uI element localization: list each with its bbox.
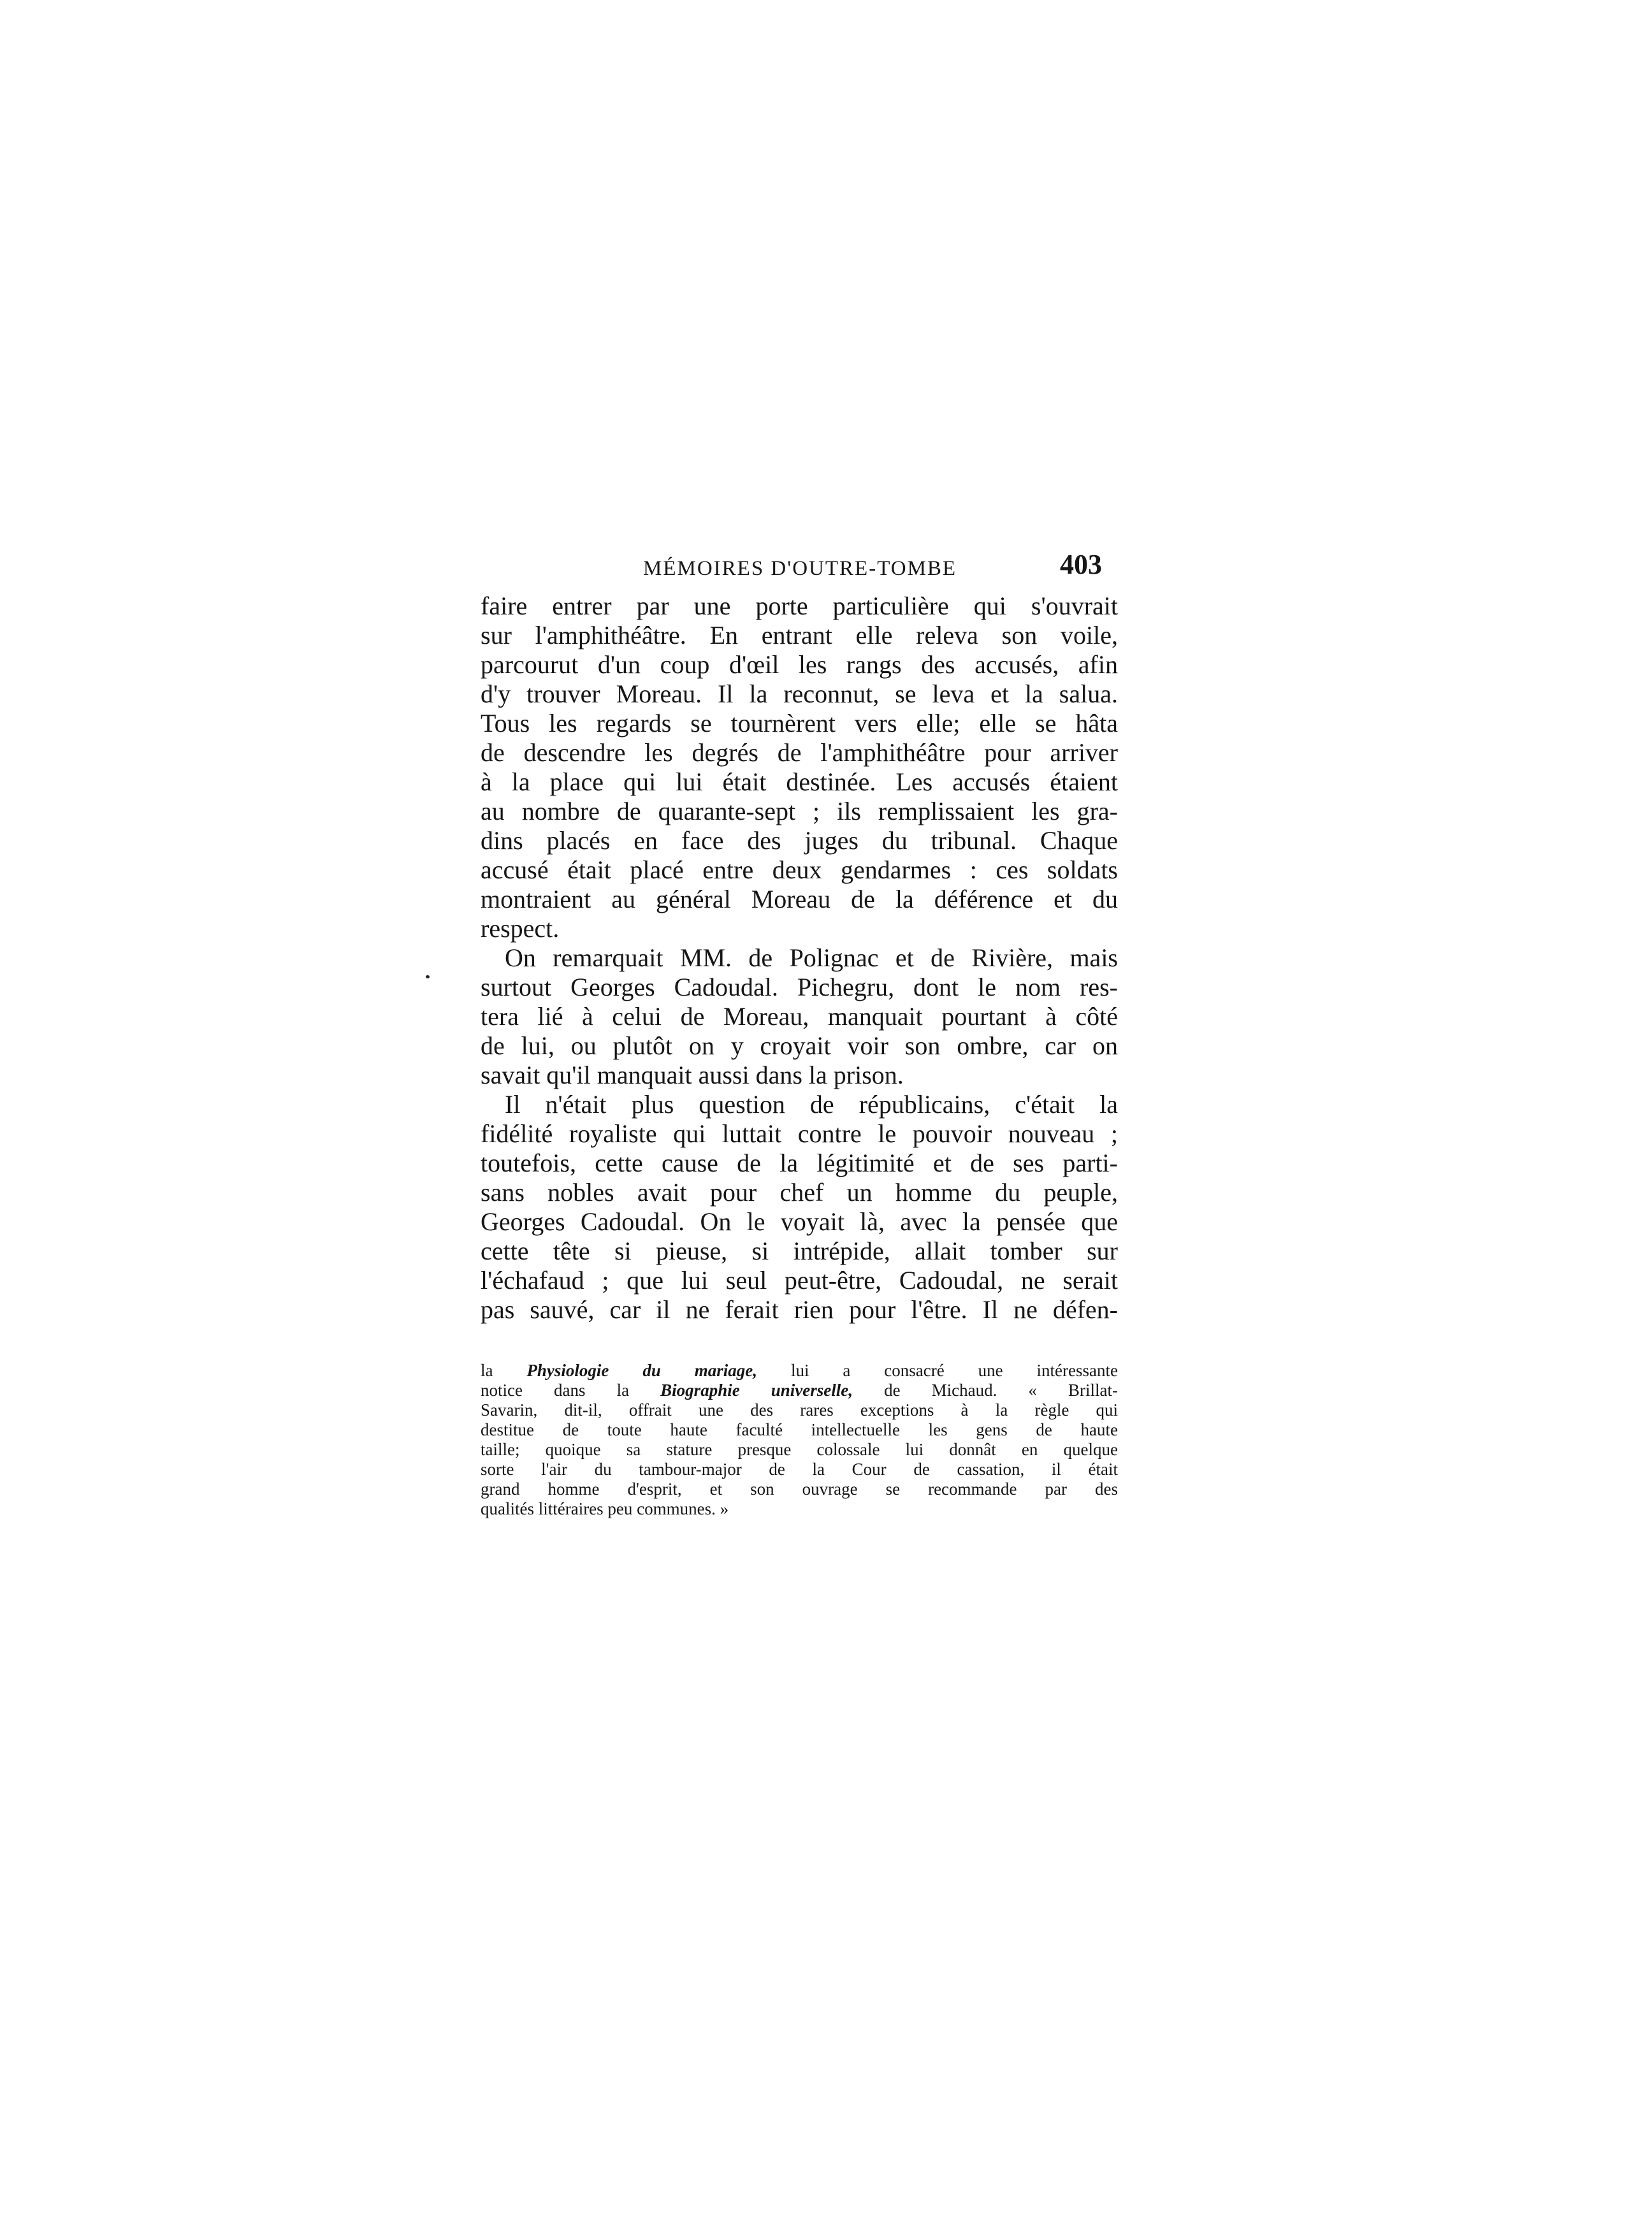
- text-line: savait qu'il manquait aussi dans la prison.: [481, 1061, 904, 1089]
- text-line: toutefois, cette cause de la légitimité et de ses parti-: [481, 1149, 1118, 1177]
- text-line: de descendre les degrés de l'amphithéâtre pour arriver: [481, 738, 1118, 767]
- text-line: sans nobles avait pour chef un homme du peuple,: [481, 1178, 1118, 1207]
- text-line: dins placés en face des juges du tribunal. Chaque: [481, 826, 1118, 855]
- footnote-line: [481, 1381, 1118, 1400]
- footnote-line: Savarin, dit-il, offrait une des rares exceptions à la règle qui: [481, 1400, 1118, 1419]
- footnote-line: destitue de toute haute faculté intellectuelle les gens de haute: [481, 1420, 1118, 1439]
- running-title: MÉMOIRES D'OUTRE-TOMBE: [643, 557, 957, 580]
- footnote: [481, 1361, 1118, 1519]
- text-line: cette tête si pieuse, si intrépide, allait tomber sur: [481, 1237, 1118, 1265]
- text-line: Tous les regards se tournèrent vers elle; elle se hâta: [481, 709, 1118, 737]
- footnote-text: de Michaud. « Brillat-: [853, 1381, 1118, 1400]
- text-line: Georges Cadoudal. On le voyait là, avec la pensée que: [481, 1207, 1118, 1236]
- text-line: d'y trouver Moreau. Il la reconnut, se leva et la salua.: [481, 679, 1118, 708]
- footnote-line: [481, 1361, 1118, 1381]
- footnote-line: taille; quoique sa stature presque colossale lui donnât en quelque: [481, 1440, 1118, 1459]
- book-title-physiologie: Physiologie du mariage,: [526, 1361, 758, 1380]
- footnote-line: grand homme d'esprit, et son ouvrage se recommande par des: [481, 1479, 1118, 1499]
- text-line: pas sauvé, car il ne ferait rien pour l'être. Il ne défen-: [481, 1295, 1118, 1324]
- text-line: faire entrer par une porte particulière qui s'ouvrait: [481, 592, 1118, 620]
- footnote-line: sorte l'air du tambour-major de la Cour de cassation, il était: [481, 1460, 1118, 1479]
- text-line: sur l'amphithéâtre. En entrant elle releva son voile,: [481, 621, 1118, 650]
- text-line: montraient au général Moreau de la déférence et du: [481, 885, 1118, 913]
- body-text: [481, 592, 1118, 1325]
- footnote-text: notice dans la: [481, 1381, 661, 1400]
- page-number: 403: [1060, 549, 1102, 580]
- text-line: accusé était placé entre deux gendarmes : ces soldats: [481, 855, 1118, 884]
- text-line: surtout Georges Cadoudal. Pichegru, dont le nom res-: [481, 973, 1118, 1001]
- text-line: On remarquait MM. de Polignac et de Rivière, mais: [505, 943, 1118, 972]
- text-line: respect.: [481, 914, 560, 943]
- book-title-biographie: Biographie universelle,: [660, 1381, 853, 1400]
- text-line: fidélité royaliste qui luttait contre le pouvoir nouveau ;: [481, 1119, 1118, 1148]
- footnote-line: qualités littéraires peu communes. »: [481, 1499, 729, 1518]
- text-line: à la place qui lui était destinée. Les accusés étaient: [481, 767, 1118, 796]
- footnote-text: lui a consacré une intéressante: [757, 1361, 1119, 1380]
- stray-ink-mark: [426, 975, 430, 978]
- text-line: Il n'était plus question de républicains, c'était la: [505, 1090, 1118, 1119]
- text-line: parcourut d'un coup d'œil les rangs des accusés, afin: [481, 650, 1118, 679]
- page-header: [481, 548, 1118, 586]
- text-line: au nombre de quarante-sept ; ils remplissaient les gra-: [481, 797, 1118, 825]
- footnote-text: la: [481, 1361, 527, 1380]
- text-line: l'échafaud ; que lui seul peut-être, Cadoudal, ne serait: [481, 1266, 1118, 1295]
- text-line: de lui, ou plutôt on y croyait voir son ombre, car on: [481, 1031, 1118, 1060]
- text-line: tera lié à celui de Moreau, manquait pourtant à côté: [481, 1002, 1118, 1031]
